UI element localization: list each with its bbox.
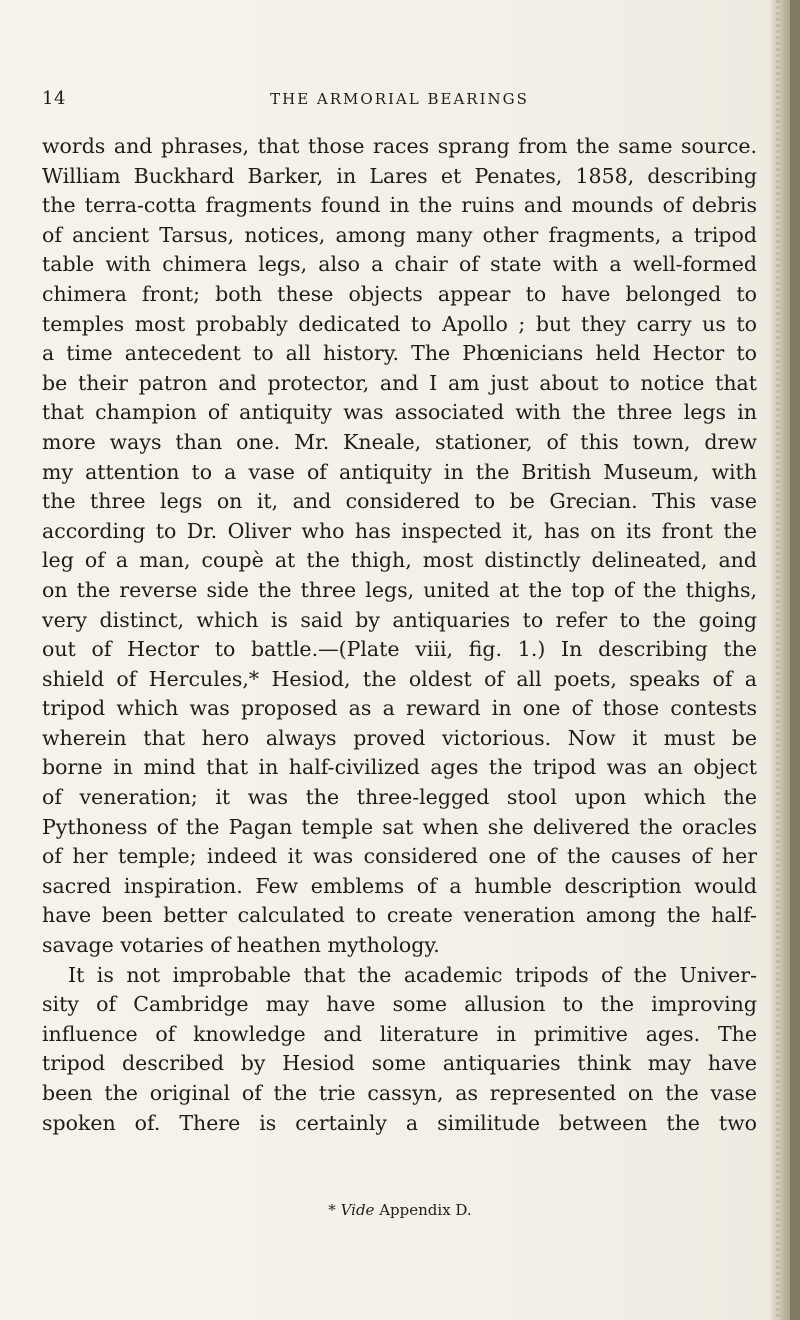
body-text — [42, 132, 757, 1138]
footnote — [0, 1201, 800, 1219]
text-line: chimera front; both these objects appear to have belonged to — [42, 281, 757, 306]
text-line: on the reverse side the three legs, united at the top of the thighs, — [42, 577, 757, 602]
text-line: sacred inspiration. Few emblems of a humble description would — [42, 873, 757, 898]
text-line: very distinct, which is said by antiquaries to refer to the going — [42, 607, 757, 632]
text-line: tripod described by Hesiod some antiquaries think may have — [42, 1051, 757, 1076]
footnote-text: Appendix D. — [379, 1201, 472, 1219]
text-line: spoken of. There is certainly a similitude between the two — [42, 1110, 757, 1135]
text-line: more ways than one. Mr. Kneale, stationer, of this town, drew — [42, 429, 757, 454]
text-line: the three legs on it, and considered to be Grecian. This vase — [42, 489, 757, 514]
text-line: savage votaries of heathen mythology. — [42, 933, 440, 958]
text-line: Pythoness of the Pagan temple sat when she delivered the oracles — [42, 814, 757, 839]
text-line: be their patron and protector, and I am just about to notice that — [42, 370, 757, 395]
text-line: William Buckhard Barker, in Lares et Penates, 1858, describing — [42, 163, 757, 188]
text-line: temples most probably dedicated to Apollo ; but they carry us to — [42, 311, 757, 336]
footnote-marker: * — [328, 1201, 336, 1219]
text-line: a time antecedent to all history. The Phœnicians held Hector to — [42, 341, 757, 366]
page-header — [42, 88, 757, 112]
text-line: wherein that hero always proved victorious. Now it must be — [42, 725, 757, 750]
text-line: the terra-cotta fragments found in the ruins and mounds of debris — [42, 193, 757, 218]
text-line: that champion of antiquity was associated with the three legs in — [42, 400, 757, 425]
text-line: of her temple; indeed it was considered one of the causes of her — [42, 844, 757, 869]
text-line: out of Hector to battle.—(Plate viii, fig. 1.) In describing the — [42, 637, 757, 662]
text-line: been the original of the trie cassyn, as represented on the vase — [42, 1081, 757, 1105]
footnote-vide: Vide — [340, 1201, 375, 1219]
text-line: leg of a man, coupè at the thigh, most distinctly delineated, and — [42, 548, 757, 573]
text-line: words and phrases, that those races sprang from the same source. — [42, 134, 757, 158]
page-edge — [770, 0, 800, 1320]
text-line: sity of Cambridge may have some allusion to the improving — [42, 992, 757, 1017]
text-line: table with chimera legs, also a chair of state with a well-formed — [42, 252, 757, 277]
text-line: my attention to a vase of antiquity in the British Museum, with — [42, 459, 757, 484]
text-line: influence of knowledge and literature in primitive ages. The — [42, 1021, 757, 1046]
page-number: 14 — [42, 88, 66, 109]
text-line: borne in mind that in half-civilized ages the tripod was an object — [42, 755, 757, 780]
text-line: shield of Hercules,* Hesiod, the oldest of all poets, speaks of a — [42, 666, 757, 691]
text-line: according to Dr. Oliver who has inspected it, has on its front the — [42, 518, 757, 543]
text-line: have been better calculated to create veneration among the half- — [42, 903, 757, 928]
text-line: of veneration; it was the three-legged stool upon which the — [42, 785, 757, 810]
text-line: tripod which was proposed as a reward in one of those contests — [42, 696, 757, 721]
running-head: THE ARMORIAL BEARINGS — [270, 90, 529, 108]
text-line: of ancient Tarsus, notices, among many other fragments, a tripod — [42, 222, 757, 247]
text-line: It is not improbable that the academic tripods of the Univer- — [68, 962, 757, 987]
